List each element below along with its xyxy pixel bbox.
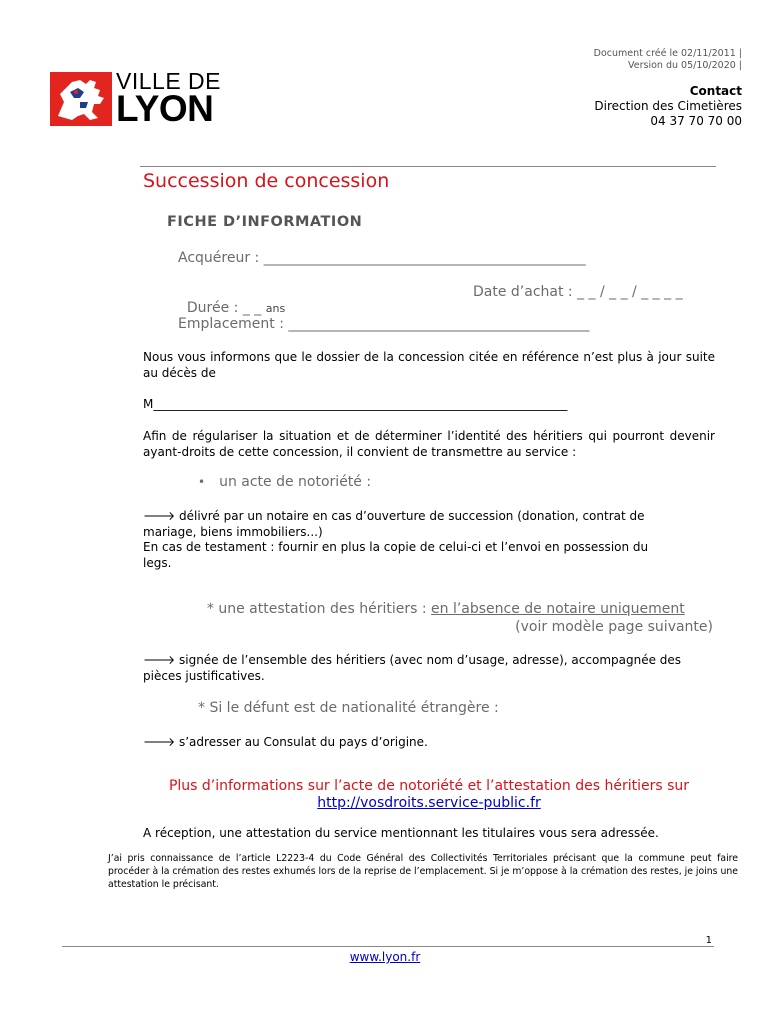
signee-block bbox=[143, 653, 715, 684]
footer-divider bbox=[62, 946, 714, 947]
emplacement-field[interactable]: Emplacement : ___________________________________________ bbox=[178, 316, 590, 332]
attestation-prefix: * une attestation des héritiers : bbox=[206, 601, 432, 617]
bullet-acte-notoriete bbox=[198, 474, 371, 490]
contact-department: Direction des Cimetières bbox=[594, 99, 742, 113]
date-achat-field[interactable]: Date d’achat : _ _ / _ _ / _ _ _ _ bbox=[473, 284, 683, 300]
logo-line1: VILLE DE bbox=[116, 68, 221, 94]
signee-line1: 🡒 signée de l’ensemble des héritiers (avec nom d’usage, adresse), accompagnée des bbox=[143, 653, 682, 667]
testament-line2: legs. bbox=[143, 555, 172, 570]
logo-line2: LYON bbox=[116, 88, 214, 129]
duree-unit: ans bbox=[265, 302, 286, 315]
bullet-dot-icon: • bbox=[198, 475, 206, 489]
more-info-text: Plus d’informations sur l’acte de notoriété et l’attestation des héritiers sur bbox=[168, 778, 690, 794]
notaire-line2: mariage, biens immobiliers...) bbox=[143, 524, 323, 539]
page-title: Succession de concession bbox=[143, 170, 390, 192]
attestation-condition: en l’absence de notaire uniquement bbox=[431, 601, 685, 617]
consulat-line: 🡒 s’adresser au Consulat du pays d’origine. bbox=[143, 735, 428, 749]
document-meta bbox=[594, 48, 742, 72]
header-divider bbox=[140, 166, 716, 167]
intro-paragraph: Nous vous informons que le dossier de la concession citée en référence n’est plus à jour suite au décès de bbox=[143, 350, 715, 380]
contact-block bbox=[594, 84, 742, 129]
reception-line: A réception, une attestation du service mentionnant les titulaires vous sera adressée. bbox=[143, 826, 659, 840]
deceased-name-line[interactable]: M_____________________________________________________________________ bbox=[143, 397, 568, 411]
created-date: Document créé le 02/11/2011 | bbox=[593, 48, 742, 59]
lyon-lion-logo-icon bbox=[50, 72, 112, 126]
attestation-heritiers bbox=[198, 585, 685, 617]
modele-reference: (voir modèle page suivante) bbox=[515, 619, 713, 635]
more-info-block bbox=[143, 778, 715, 812]
lyon-website-link[interactable]: www.lyon.fr bbox=[349, 950, 421, 964]
duree-label: Durée : _ _ bbox=[186, 300, 266, 316]
testament-line1: En cas de testament : fournir en plus la copie de celui-ci et l’envoi en possession du bbox=[143, 540, 649, 554]
service-public-link[interactable]: http://vosdroits.service-public.fr bbox=[317, 795, 541, 811]
version-date: Version du 05/10/2020 | bbox=[628, 60, 742, 71]
acquereur-field[interactable]: Acquéreur : ______________________________________________ bbox=[178, 250, 586, 266]
duree-field[interactable] bbox=[178, 284, 285, 316]
logo-wordmark bbox=[116, 70, 221, 127]
nationalite-etrangere: * Si le défunt est de nationalité étrangère : bbox=[198, 700, 499, 716]
contact-phone: 04 37 70 70 00 bbox=[650, 114, 742, 128]
cremation-note: J’ai pris connaissance de l’article L2223-4 du Code Général des Collectivités Territoriales précisant que la commune peut faire procéder à la crémation des restes exhumés lors de la reprise de l’emplacement. Si je m’oppose à la crémation des restes, je joins une attestation le précisant. bbox=[108, 853, 738, 890]
bullet-acte-label: un acte de notoriété : bbox=[219, 474, 372, 490]
contact-title: Contact bbox=[689, 84, 742, 98]
regularisation-paragraph: Afin de régulariser la situation et de déterminer l’identité des héritiers qui pourront devenir ayant-droits de cette concession, il convient de transmettre au service : bbox=[143, 429, 715, 459]
notaire-block bbox=[143, 509, 715, 571]
page-subtitle: FICHE D’INFORMATION bbox=[167, 214, 363, 230]
page-number: 1 bbox=[705, 935, 712, 946]
notaire-line1: 🡒 délivré par un notaire en cas d’ouverture de succession (donation, contrat de bbox=[143, 509, 645, 523]
signee-line2: pièces justificatives. bbox=[143, 668, 265, 683]
